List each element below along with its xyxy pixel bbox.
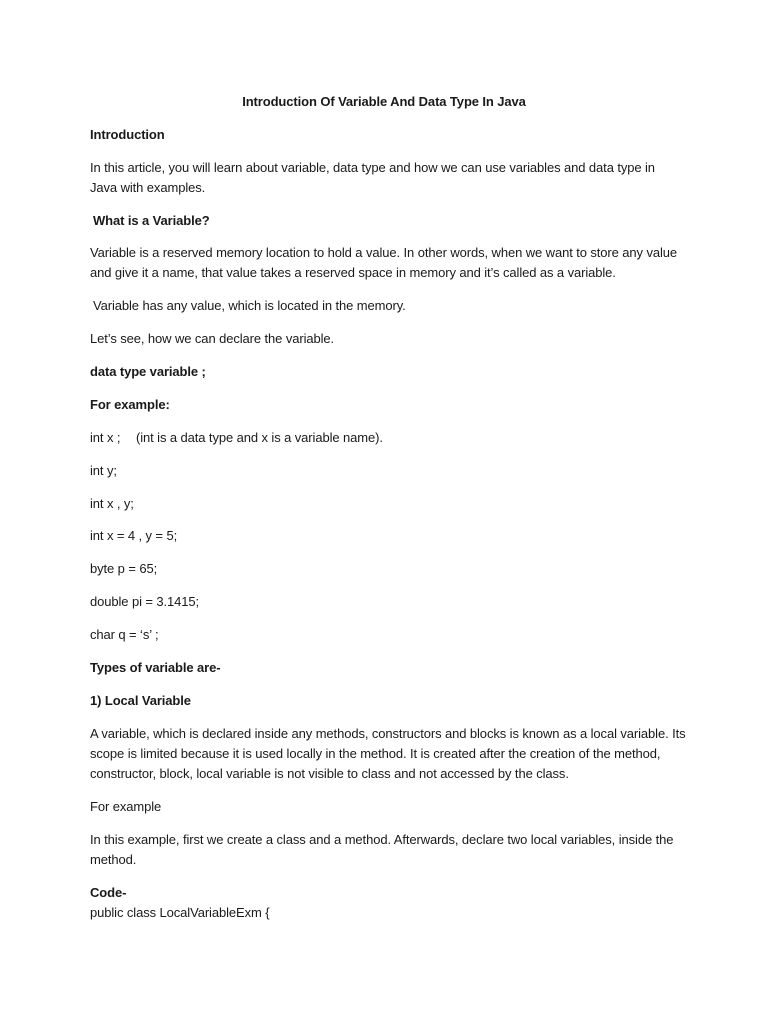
example-description-line: method. <box>90 852 137 867</box>
code-example-note: (int is a data type and x is a variable name). <box>136 430 383 445</box>
local-variable-paragraph-line: scope is limited because it is used locally in the method. It is created after the creation of the method, <box>90 746 661 761</box>
local-variable-paragraph-line: A variable, which is declared inside any methods, constructors and blocks is known as a local variable. Its <box>90 726 686 741</box>
document-title: Introduction Of Variable And Data Type In Java <box>242 94 526 109</box>
variable-heading: What is a Variable? <box>93 213 210 228</box>
code-example: int x = 4 , y = 5; <box>90 528 178 543</box>
code-example-row <box>90 428 690 448</box>
declare-line: Let’s see, how we can declare the variable. <box>90 331 335 346</box>
code-example: int x , y; <box>90 496 134 511</box>
syntax-line: data type variable ; <box>90 364 206 379</box>
local-variable-heading: 1) Local Variable <box>90 693 191 708</box>
code-line: public class LocalVariableExm { <box>90 905 270 920</box>
variable-paragraph-line: Variable is a reserved memory location to hold a value. In other words, when we want to store any value <box>90 245 678 260</box>
code-example: char q = ‘s’ ; <box>90 627 159 642</box>
local-variable-paragraph-line: constructor, block, local variable is not visible to class and not accessed by the class. <box>90 766 569 781</box>
code-example: double pi = 3.1415; <box>90 594 200 609</box>
intro-paragraph-line: In this article, you will learn about variable, data type and how we can use variables and data type in <box>90 160 655 175</box>
for-example-label: For example <box>90 799 162 814</box>
code-example: int x ; <box>90 430 121 445</box>
types-heading: Types of variable are- <box>90 660 221 675</box>
intro-heading: Introduction <box>90 127 165 142</box>
variable-value-line: Variable has any value, which is located in the memory. <box>93 298 406 313</box>
for-example-heading: For example: <box>90 397 170 412</box>
intro-paragraph-line: Java with examples. <box>90 180 206 195</box>
code-example: int y; <box>90 463 117 478</box>
code-example: byte p = 65; <box>90 561 158 576</box>
variable-paragraph-line: and give it a name, that value takes a reserved space in memory and it’s called as a variable. <box>90 265 616 280</box>
example-description-line: In this example, first we create a class and a method. Afterwards, declare two local variables, inside the <box>90 832 674 847</box>
code-heading: Code- <box>90 885 127 900</box>
